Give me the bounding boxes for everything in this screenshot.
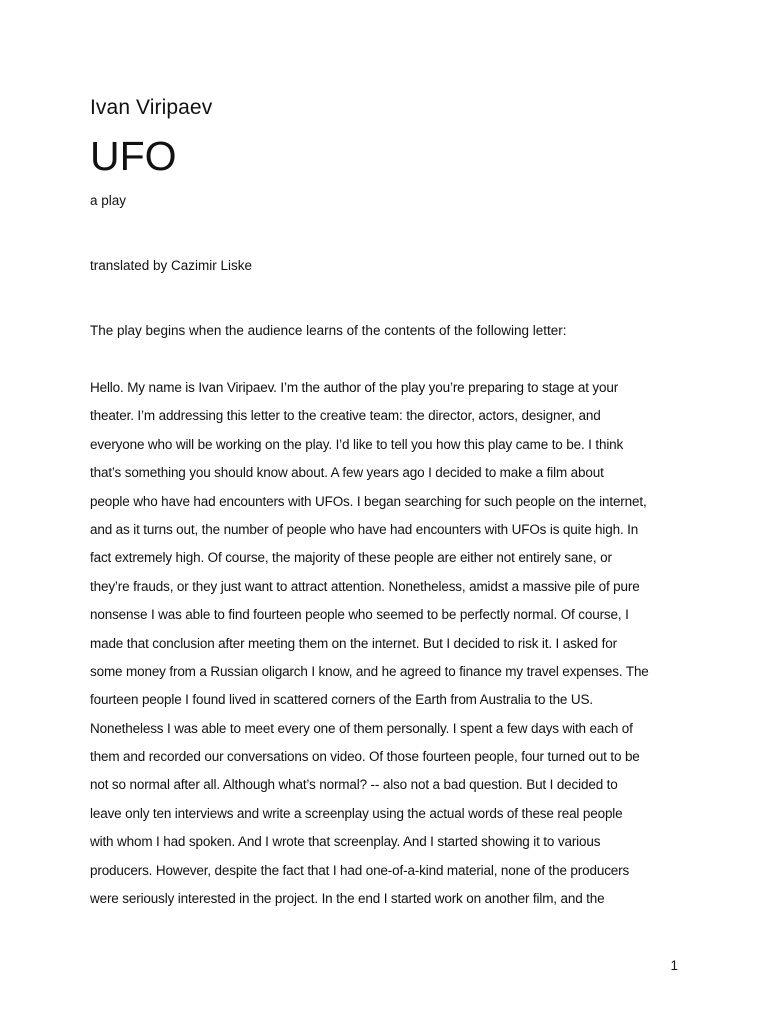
letter-line: they’re frauds, or they just want to attract attention. Nonetheless, amidst a massive pile of pure	[90, 578, 640, 594]
letter-line: Hello. My name is Ivan Viripaev. I’m the author of the play you’re preparing to stage at your	[90, 380, 619, 395]
letter-line: Nonetheless I was able to meet every one of them personally. I spent a few days with each of	[90, 720, 633, 736]
letter-line: that’s something you should know about. A few years ago I decided to make a film about	[90, 465, 604, 481]
letter-line: leave only ten interviews and write a screenplay using the actual words of these real people	[90, 805, 623, 821]
letter-line: with whom I had spoken. And I wrote that screenplay. And I started showing it to various	[90, 834, 601, 850]
letter-line: people who have had encounters with UFOs. I began searching for such people on the internet,	[90, 493, 647, 509]
letter-line: some money from a Russian oligarch I know, and he agreed to finance my travel expenses. The	[90, 663, 649, 679]
letter-line: not so normal after all. Although what’s normal? -- also not a bad question. But I decided to	[90, 777, 618, 793]
play-title: UFO	[90, 133, 177, 179]
page-number: 1	[670, 958, 678, 973]
letter-line: were seriously interested in the project. In the end I started work on another film, and the	[90, 891, 605, 907]
letter-line: fourteen people I found lived in scattered corners of the Earth from Australia to the US.	[90, 692, 593, 708]
letter-line: nonsense I was able to find fourteen people who seemed to be perfectly normal. Of course, I	[90, 607, 629, 623]
letter-line: theater. I’m addressing this letter to the creative team: the director, actors, designer, and	[90, 408, 601, 424]
author-name: Ivan Viripaev	[90, 96, 213, 119]
letter-line: and as it turns out, the number of people who have had encounters with UFOs is quite high. In	[90, 521, 639, 537]
letter-line: them and recorded our conversations on video. Of those fourteen people, four turned out to be	[90, 749, 640, 765]
letter-line: fact extremely high. Of course, the majority of these people are either not entirely sane, or	[90, 550, 612, 566]
translator-credit: translated by Cazimir Liske	[90, 258, 253, 273]
play-subtitle: a play	[90, 193, 127, 208]
letter-body	[90, 378, 690, 917]
letter-line: everyone who will be working on the play. I’d like to tell you how this play came to be. I think	[90, 436, 624, 452]
letter-line: made that conclusion after meeting them on the internet. But I decided to risk it. I asked for	[90, 635, 617, 651]
intro-paragraph: The play begins when the audience learns of the contents of the following letter:	[90, 323, 567, 338]
letter-line: producers. However, despite the fact that I had one-of-a-kind material, none of the producers	[90, 862, 630, 878]
